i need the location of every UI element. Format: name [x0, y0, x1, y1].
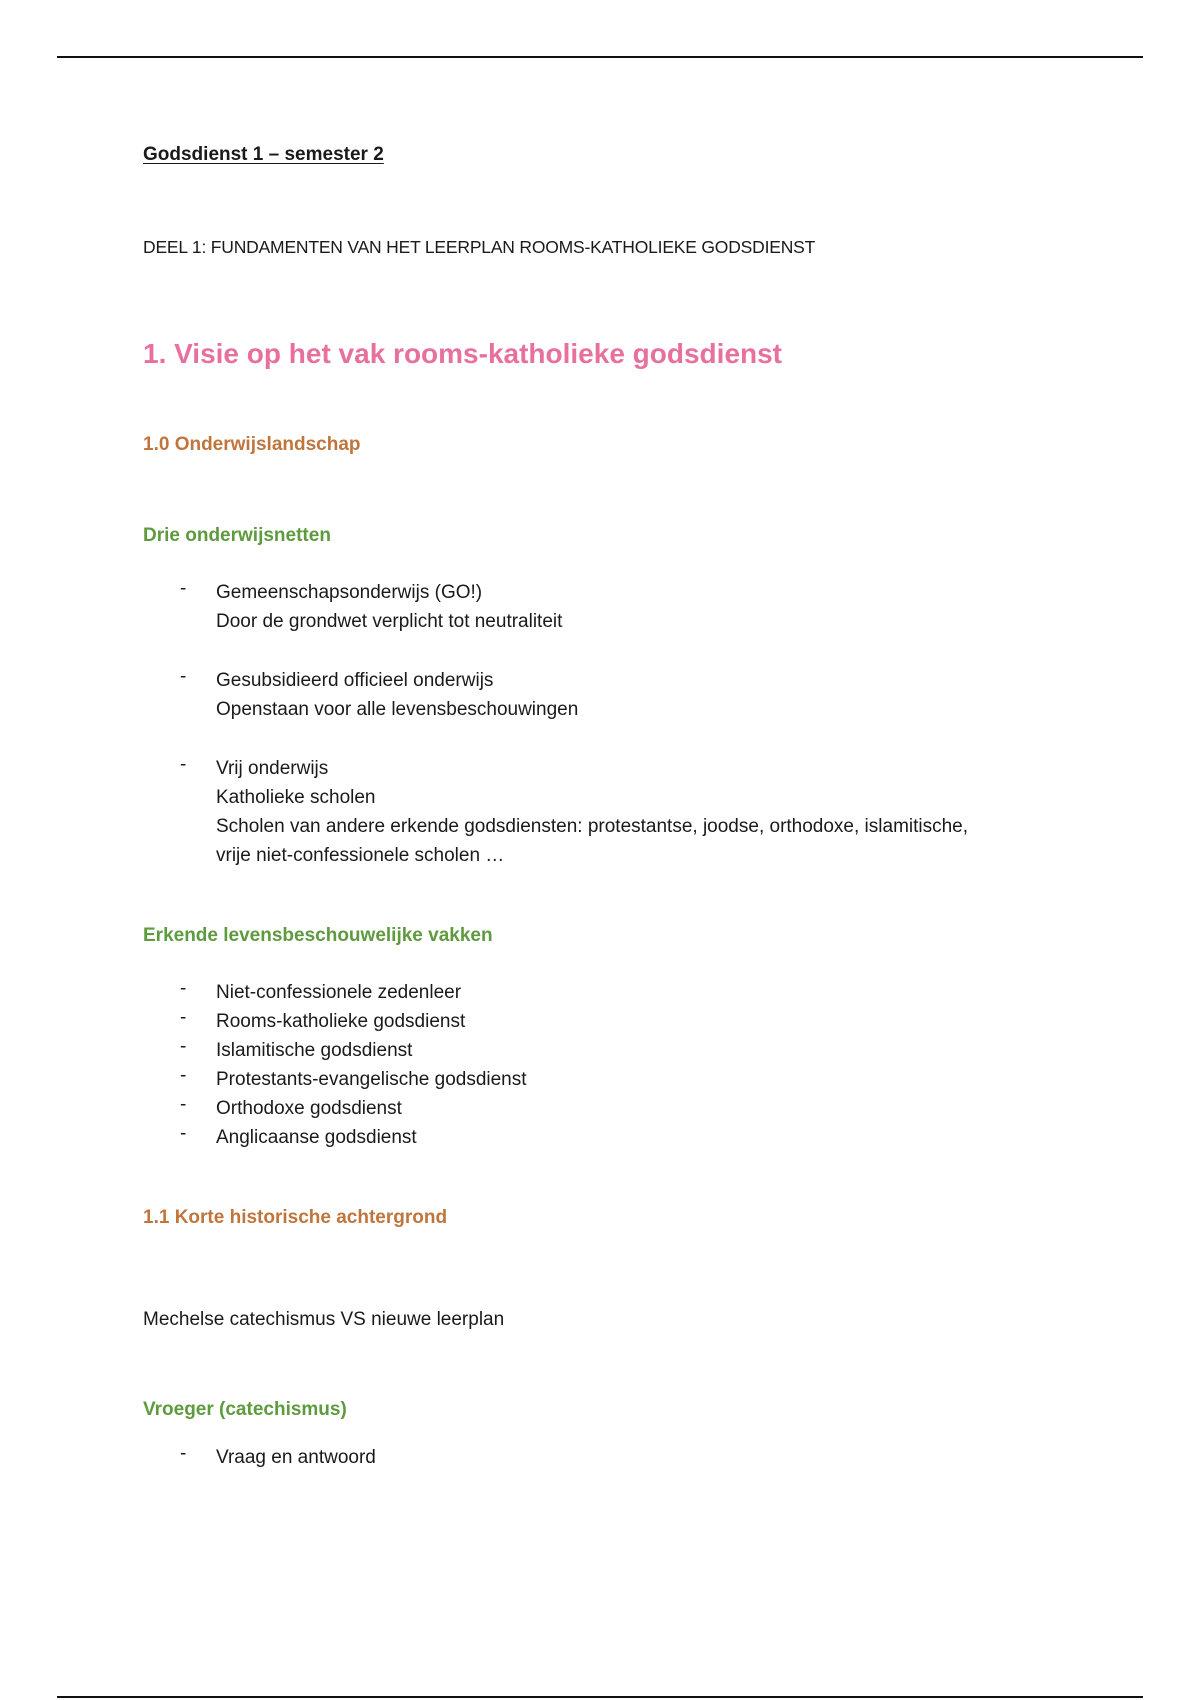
list-dash: - [180, 1094, 187, 1115]
subsection-heading-levensbeschouwelijke-vakken: Erkende levensbeschouwelijke vakken [143, 925, 493, 946]
list-item-text: Katholieke scholen [216, 787, 376, 808]
levensbeschouwelijke-vakken-list [143, 978, 527, 1152]
list-dash: - [180, 1123, 187, 1144]
list-item-text: Anglicaanse godsdienst [216, 1127, 417, 1148]
list-item-text: vrije niet-confessionele scholen … [216, 845, 505, 866]
list-dash: - [180, 1007, 187, 1028]
subsection-heading-vroeger: Vroeger (catechismus) [143, 1399, 347, 1420]
list-item-text: Door de grondwet verplicht tot neutraliteit [216, 611, 563, 632]
list-item [143, 1065, 527, 1094]
list-dash: - [180, 754, 187, 775]
list-item-text: Openstaan voor alle levensbeschouwingen [216, 699, 579, 720]
list-item [143, 978, 527, 1007]
section-heading-onderwijslandschap: 1.0 Onderwijslandschap [143, 434, 361, 455]
subsection-heading-onderwijsnetten: Drie onderwijsnetten [143, 525, 331, 546]
list-item-text: Orthodoxe godsdienst [216, 1098, 402, 1119]
page-footer-rule [57, 1696, 1143, 1698]
page-header-rule [57, 56, 1143, 58]
part-title: DEEL 1: FUNDAMENTEN VAN HET LEERPLAN ROOMS-KATHOLIEKE GODSDIENST [143, 237, 816, 257]
onderwijsnetten-list [143, 578, 968, 870]
list-item-text: Scholen van andere erkende godsdiensten: protestantse, joodse, orthodoxe, islamitische, [216, 816, 969, 837]
chapter-heading: 1. Visie op het vak rooms-katholieke godsdienst [143, 338, 783, 369]
list-item [143, 1036, 527, 1065]
list-item-text: Protestants-evangelische godsdienst [216, 1069, 527, 1090]
list-dash: - [180, 578, 187, 599]
list-item-text: Rooms-katholieke godsdienst [216, 1011, 466, 1032]
list-item [143, 1123, 527, 1152]
list-item [143, 1443, 376, 1472]
list-item-text: Vrij onderwijs [216, 758, 329, 779]
document-title: Godsdienst 1 – semester 2 [143, 144, 384, 165]
list-item-text: Gemeenschapsonderwijs (GO!) [216, 582, 483, 603]
list-item-text: Gesubsidieerd officieel onderwijs [216, 670, 494, 691]
list-item-text: Islamitische godsdienst [216, 1040, 413, 1061]
list-dash: - [180, 1065, 187, 1086]
list-dash: - [180, 1036, 187, 1057]
list-dash: - [180, 666, 187, 687]
list-item [143, 1094, 527, 1123]
list-item-text: Niet-confessionele zedenleer [216, 982, 462, 1003]
list-item [143, 754, 968, 870]
list-item [143, 578, 968, 636]
vroeger-list [143, 1443, 376, 1472]
section-heading-historische-achtergrond: 1.1 Korte historische achtergrond [143, 1207, 448, 1228]
list-dash: - [180, 978, 187, 999]
comparison-paragraph: Mechelse catechismus VS nieuwe leerplan [143, 1309, 505, 1330]
list-item [143, 666, 968, 724]
list-item [143, 1007, 527, 1036]
list-dash: - [180, 1443, 187, 1464]
list-item-text: Vraag en antwoord [216, 1447, 376, 1468]
